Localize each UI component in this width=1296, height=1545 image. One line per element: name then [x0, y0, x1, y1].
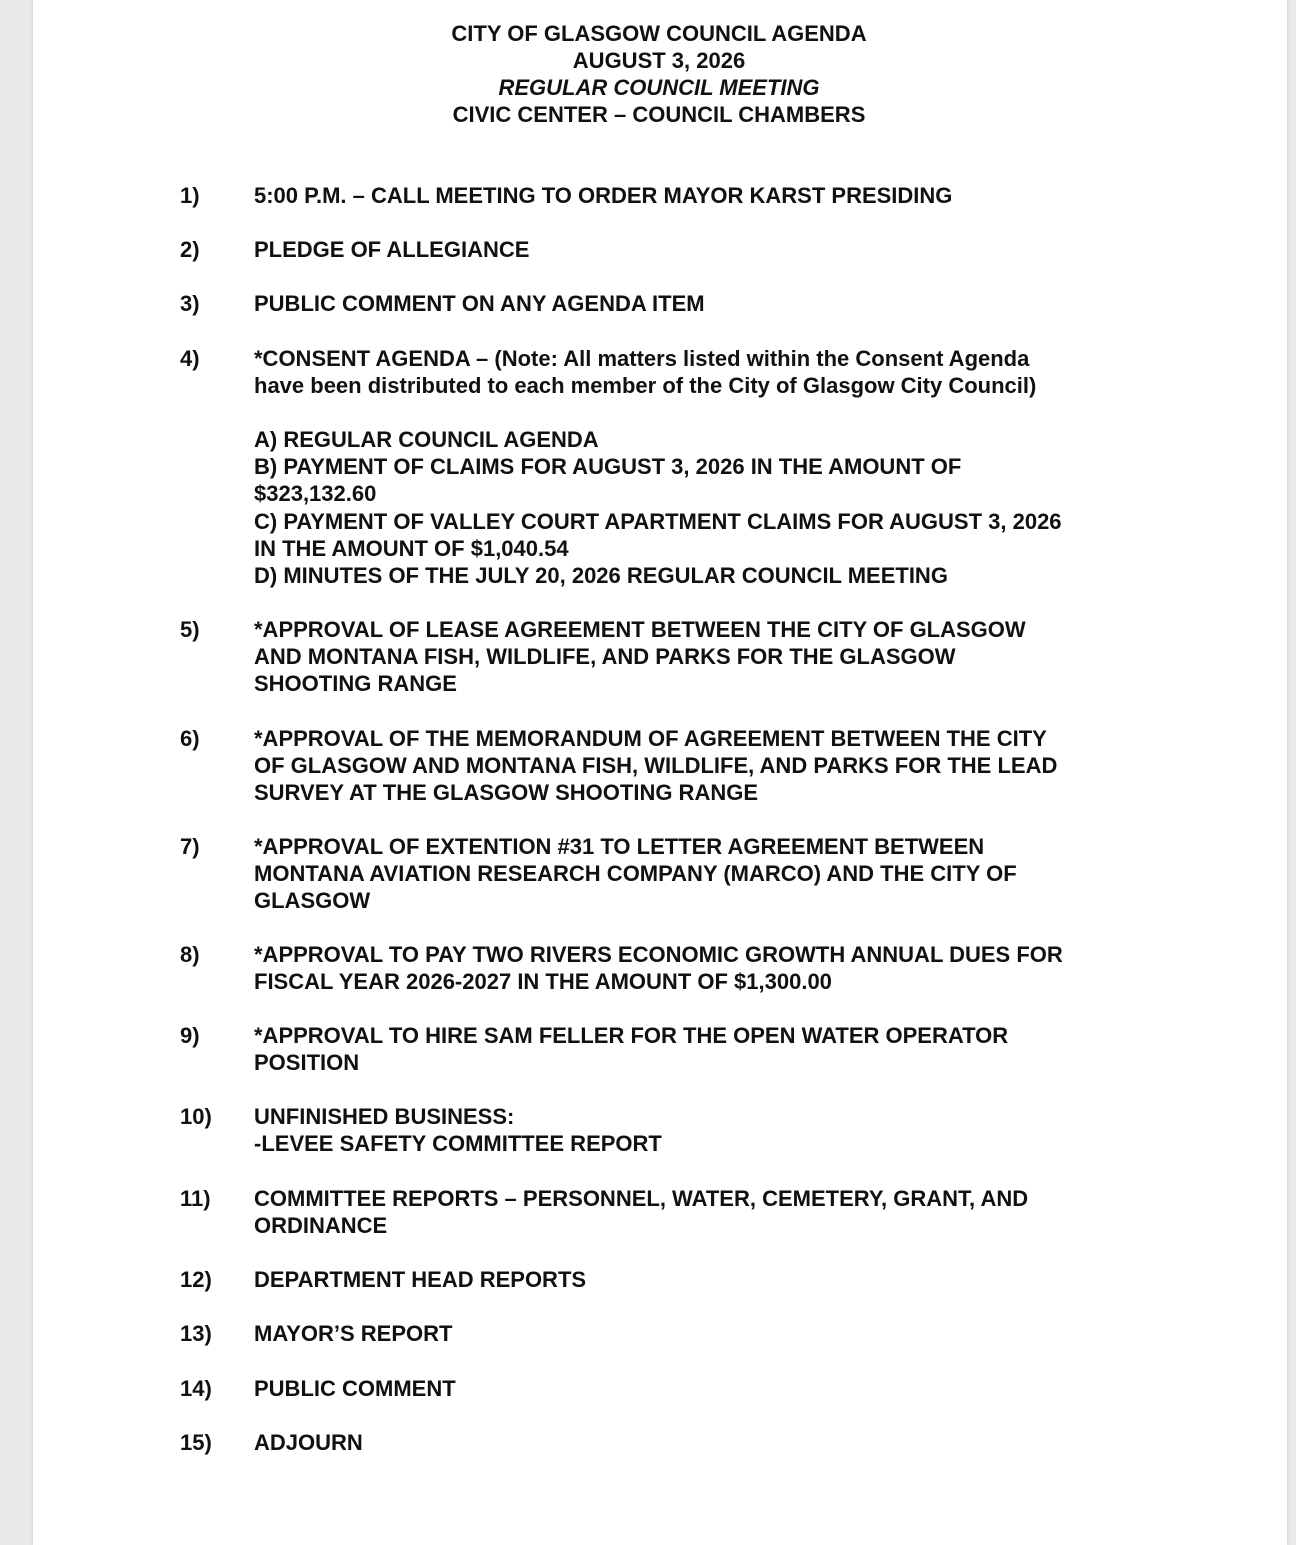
- item-line: $323,132.60: [254, 481, 377, 507]
- item-line: ADJOURN: [254, 1430, 363, 1455]
- item-line: -LEVEE SAFETY COMMITTEE REPORT: [254, 1131, 662, 1157]
- item-number: 3): [180, 291, 200, 316]
- agenda-header: [33, 20, 1285, 128]
- item-number: 8): [180, 942, 200, 967]
- item-line: IN THE AMOUNT OF $1,040.54: [254, 535, 569, 561]
- item-line: UNFINISHED BUSINESS:: [254, 1104, 515, 1129]
- item-text: [254, 616, 1154, 698]
- item-text: [254, 345, 1154, 399]
- item-line: SURVEY AT THE GLASGOW SHOOTING RANGE: [254, 780, 759, 806]
- item-line: *APPROVAL OF EXTENTION #31 TO LETTER AGREEMENT BETWEEN: [254, 834, 985, 859]
- item-line: *APPROVAL OF LEASE AGREEMENT BETWEEN THE CITY OF GLASGOW: [254, 617, 1026, 642]
- item-line: MONTANA AVIATION RESEARCH COMPANY (MARCO) AND THE CITY OF: [254, 861, 1017, 887]
- item-line: OF GLASGOW AND MONTANA FISH, WILDLIFE, AND PARKS FOR THE LEAD: [254, 753, 1058, 779]
- item-line: GLASGOW: [254, 888, 371, 914]
- item-number: 4): [180, 346, 200, 371]
- header-title: CITY OF GLASGOW COUNCIL AGENDA: [451, 21, 867, 46]
- item-number: 9): [180, 1023, 200, 1048]
- item-number: 2): [180, 237, 200, 262]
- item-text: [254, 725, 1154, 807]
- item-line: A) REGULAR COUNCIL AGENDA: [254, 427, 599, 452]
- item-number: 12): [180, 1267, 212, 1292]
- item-line: PLEDGE OF ALLEGIANCE: [254, 237, 530, 262]
- item-text: [254, 1429, 1154, 1456]
- item-number: 10): [180, 1104, 212, 1129]
- item-line: SHOOTING RANGE: [254, 671, 457, 697]
- item-line: POSITION: [254, 1050, 360, 1076]
- item-line: *APPROVAL TO HIRE SAM FELLER FOR THE OPEN WATER OPERATOR: [254, 1023, 1009, 1048]
- item-line: *CONSENT AGENDA – (Note: All matters listed within the Consent Agenda: [254, 346, 1030, 371]
- item-text: [254, 182, 1154, 209]
- item-number: 13): [180, 1321, 212, 1346]
- item-line: MAYOR’S REPORT: [254, 1321, 453, 1346]
- item-line: AND MONTANA FISH, WILDLIFE, AND PARKS FOR THE GLASGOW: [254, 644, 956, 670]
- item-line: DEPARTMENT HEAD REPORTS: [254, 1267, 587, 1292]
- item-text: [254, 1320, 1154, 1347]
- item-line: D) MINUTES OF THE JULY 20, 2026 REGULAR COUNCIL MEETING: [254, 563, 948, 589]
- item-line: FISCAL YEAR 2026-2027 IN THE AMOUNT OF $1,300.00: [254, 969, 832, 995]
- item-text: [254, 833, 1154, 915]
- agenda-page: [33, 0, 1287, 1545]
- item-number: 1): [180, 183, 200, 208]
- item-line: PUBLIC COMMENT: [254, 1376, 456, 1401]
- item-number: 7): [180, 834, 200, 859]
- header-date: AUGUST 3, 2026: [572, 48, 746, 73]
- item-number: 5): [180, 617, 200, 642]
- item-text: [254, 426, 1154, 589]
- item-number: 15): [180, 1430, 212, 1455]
- item-number: 6): [180, 726, 200, 751]
- item-line: C) PAYMENT OF VALLEY COURT APARTMENT CLAIMS FOR AUGUST 3, 2026: [254, 508, 1062, 534]
- item-text: [254, 1103, 1154, 1157]
- item-line: PUBLIC COMMENT ON ANY AGENDA ITEM: [254, 291, 705, 316]
- item-text: [254, 1266, 1154, 1293]
- item-number: 11): [180, 1186, 211, 1211]
- item-text: [254, 941, 1154, 995]
- item-text: [254, 236, 1154, 263]
- header-meeting-type: REGULAR COUNCIL MEETING: [498, 75, 820, 100]
- item-line: have been distributed to each member of the City of Glasgow City Council): [254, 373, 1037, 399]
- item-line: B) PAYMENT OF CLAIMS FOR AUGUST 3, 2026 IN THE AMOUNT OF: [254, 454, 962, 480]
- item-line: *APPROVAL OF THE MEMORANDUM OF AGREEMENT BETWEEN THE CITY: [254, 726, 1047, 751]
- item-line: COMMITTEE REPORTS – PERSONNEL, WATER, CEMETERY, GRANT, AND: [254, 1186, 1029, 1211]
- item-line: ORDINANCE: [254, 1213, 388, 1239]
- item-text: [254, 1375, 1154, 1402]
- item-text: [254, 290, 1154, 317]
- item-line: 5:00 P.M. – CALL MEETING TO ORDER MAYOR KARST PRESIDING: [254, 183, 953, 208]
- item-text: [254, 1185, 1154, 1239]
- item-number: 14): [180, 1376, 212, 1401]
- item-line: *APPROVAL TO PAY TWO RIVERS ECONOMIC GROWTH ANNUAL DUES FOR: [254, 942, 1063, 967]
- item-text: [254, 1022, 1154, 1076]
- header-location: CIVIC CENTER – COUNCIL CHAMBERS: [452, 102, 866, 127]
